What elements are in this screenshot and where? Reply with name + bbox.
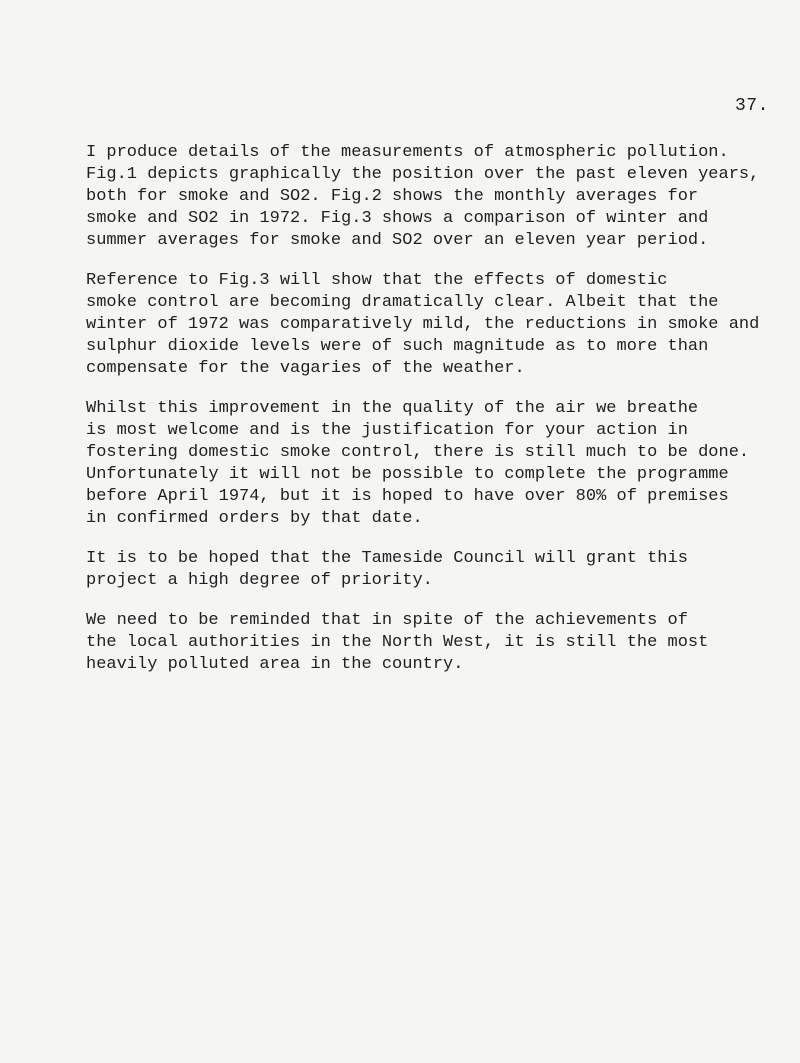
text-line: both for smoke and SO2. Fig.2 shows the monthly averages for <box>86 187 699 206</box>
text-line: We need to be reminded that in spite of the achievements of <box>86 611 688 630</box>
text-line: It is to be hoped that the Tameside Council will grant this <box>86 549 688 568</box>
text-line: Reference to Fig.3 will show that the effects of domestic <box>86 271 668 290</box>
text-line: before April 1974, but it is hoped to have over 80% of premises <box>86 487 729 506</box>
body-text <box>86 142 776 694</box>
text-line: Whilst this improvement in the quality of the air we breathe <box>86 399 699 418</box>
text-line: sulphur dioxide levels were of such magnitude as to more than <box>86 337 709 356</box>
text-line: summer averages for smoke and SO2 over an eleven year period. <box>86 231 709 250</box>
text-line: in confirmed orders by that date. <box>86 509 423 528</box>
text-line: Fig.1 depicts graphically the position over the past eleven years, <box>86 165 760 184</box>
paragraph-2 <box>86 270 776 380</box>
paragraph-3 <box>86 398 776 530</box>
text-line: I produce details of the measurements of atmospheric pollution. <box>86 143 729 162</box>
text-line: fostering domestic smoke control, there is still much to be done. <box>86 443 750 462</box>
text-line: smoke control are becoming dramatically clear. Albeit that the <box>86 293 719 312</box>
text-line: winter of 1972 was comparatively mild, the reductions in smoke and <box>86 315 760 334</box>
page-number: 37. <box>735 96 769 116</box>
text-line: heavily polluted area in the country. <box>86 655 464 674</box>
paragraph-5 <box>86 610 776 676</box>
text-line: project a high degree of priority. <box>86 571 433 590</box>
text-line: the local authorities in the North West, it is still the most <box>86 633 709 652</box>
text-line: compensate for the vagaries of the weather. <box>86 359 525 378</box>
text-line: is most welcome and is the justification for your action in <box>86 421 688 440</box>
paragraph-1 <box>86 142 776 252</box>
text-line: Unfortunately it will not be possible to complete the programme <box>86 465 729 484</box>
paragraph-4 <box>86 548 776 592</box>
text-line: smoke and SO2 in 1972. Fig.3 shows a comparison of winter and <box>86 209 709 228</box>
